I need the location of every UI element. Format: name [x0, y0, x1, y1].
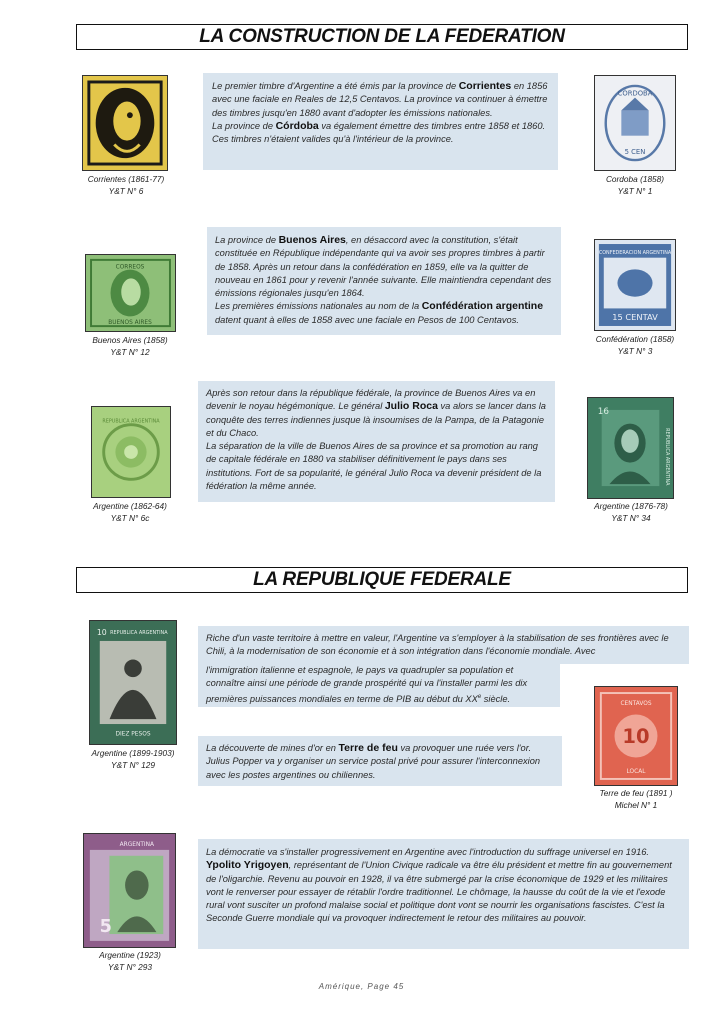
caption-confederation-ref: Y&T N° 3	[617, 346, 653, 356]
confederation-emblem-icon	[595, 240, 675, 330]
caption-argentine-1876-ref: Y&T N° 34	[611, 513, 651, 523]
terre-de-feu-emblem-icon	[595, 687, 677, 785]
t2-b: Buenos Aires	[278, 234, 346, 246]
caption-corrientes-ref: Y&T N° 6	[108, 186, 144, 196]
text-box-economy-bottom	[198, 664, 560, 707]
caption-argentine-1862-ref: Y&T N° 6c	[110, 513, 150, 523]
t3-a: Après son retour dans la république fédérale, la province de Buenos Aires va en devenir le noyau hégémonique. Le général	[206, 388, 536, 412]
text-box-yrigoyen	[198, 839, 689, 949]
stamp-cordoba	[594, 75, 676, 171]
caption-argentine-1876	[571, 500, 691, 524]
cordoba-label-bottom: 5 CEN	[624, 148, 646, 157]
t4-a: Riche d'un vaste territoire à mettre en valeur, l'Argentine va s'employer à la stabilisation de ses frontières avec le Chili, à la modernisation de son économie et à son intégration dans l'économie mondiale. Avec	[206, 633, 669, 657]
argentine-1923-label-top: ARGENTINA	[119, 841, 155, 848]
t2-f: datent quant à elles de 1858 avec une faciale en Pesos de 100 Centavos.	[215, 314, 519, 325]
buenos-aires-label-bottom: BUENOS AIRES	[108, 320, 152, 327]
stamp-confederation	[594, 239, 676, 331]
buenos-aires-portrait-icon	[86, 255, 175, 331]
stamp-argentine-1923	[83, 833, 176, 948]
stamp-terre-de-feu	[594, 686, 678, 786]
t3-c: va alors se lancer dans la conquête des terres indiennes jusque là insoumises de la Pampa, de la Patagonie et du Chaco.	[206, 401, 546, 438]
caption-buenos-aires	[70, 334, 190, 358]
t4-c: siècle.	[481, 693, 511, 704]
t4-sup: e	[477, 693, 482, 700]
stamp-buenos-aires	[85, 254, 176, 332]
cordoba-oval-icon	[595, 76, 675, 170]
caption-terre-de-feu	[574, 787, 698, 811]
caption-argentine-1923-ref: Y&T N° 293	[108, 962, 152, 972]
text-box-julio-roca	[198, 381, 555, 502]
terre-de-feu-label-top: CENTAVOS	[620, 700, 652, 707]
terre-de-feu-label-bottom: LOCAL	[626, 769, 646, 776]
t1-d: La province de	[212, 120, 276, 131]
caption-argentine-1862	[70, 500, 190, 524]
argentine-1923-portrait-icon	[84, 834, 175, 947]
caption-argentine-1899-ref: Y&T N° 129	[111, 760, 155, 770]
t1-c: en 1856 avec une faciale en Reales de 12,5 Centavos. La province va continuer à émettre des timbres jusqu'en 1880 avant d'adopter les émissions nationales.	[212, 81, 548, 118]
caption-buenos-aires-name: Buenos Aires (1858)	[92, 335, 168, 345]
t2-e: Confédération argentine	[421, 300, 544, 313]
stamp-argentine-1862	[91, 406, 171, 498]
argentine-1899-label-top: REPUBLICA ARGENTINA	[110, 630, 168, 637]
caption-cordoba	[575, 173, 695, 197]
t6-b: Ypolito Yrigoyen	[206, 859, 289, 872]
caption-argentine-1862-name: Argentine (1862-64)	[93, 501, 167, 511]
t3-d: La séparation de la ville de Buenos Aires de sa province et sa promotion au rang de capitale fédérale en 1880 va stabiliser définitivement le pays dans ses institutions. Fort de sa popularité, le général Julio Roca va devenir président de la fédération la même année.	[206, 441, 542, 492]
t2-a: La province de	[215, 235, 279, 245]
caption-terre-de-feu-name: Terre de feu (1891 )	[599, 788, 673, 798]
text-box-corrientes-cordoba	[203, 73, 558, 170]
t6-a: La démocratie va s'installer progressivement en Argentine avec l'introduction du suffrage universel en 1916.	[206, 847, 649, 857]
caption-argentine-1923	[70, 949, 190, 973]
t6-c: , représentant de l'Union Civique radicale va être élu président et mettre fin au gouvernement de l'oligarchie. Revenu au pouvoir en 1928, il va être submergé par la crise économique de 1929 et les militaires vont le renverser pour essayer de rétablir l'ordre traditionnel. Le chômage, la hausse du coût de la vie et l'exode rural vont susciter un profond malaise social et politique dont vont se nourrir les organisations fascistes. C'est la Seconde Guerre mondiale qui va provoquer indirectement le retour des militaires au pouvoir.	[206, 860, 672, 924]
section-title-republique: LA REPUBLIQUE FEDERALE	[76, 567, 688, 593]
argentine-1899-value: 10	[96, 628, 107, 638]
buenos-aires-label-top: CORREOS	[115, 264, 145, 271]
stamp-argentine-1899	[89, 620, 177, 745]
argentine-1862-label-top: REPUBLICA ARGENTINA	[102, 418, 160, 425]
t2-c: , en désaccord avec la constitution, s'était constituée en République indépendante qui va avoir ses propres timbres à partir de 1858. Après un retour dans la confédération en 1859, elle va la quitter de nouveau en 1861 pour y revenir l'année suivante. Elle maintiendra cependant des émissions régionales jusqu'en 1864.	[215, 235, 552, 299]
stamp-argentine-1876	[587, 397, 674, 499]
page-footer: Amérique, Page 45	[318, 982, 405, 991]
cordoba-label-top: CÓRDOBA	[617, 89, 653, 98]
caption-corrientes-name: Corrientes (1861-77)	[87, 174, 165, 184]
section-title-construction: LA CONSTRUCTION DE LA FEDERATION	[76, 24, 688, 50]
stamp-corrientes	[82, 75, 168, 171]
t1-a: Le premier timbre d'Argentine a été émis par la province de	[212, 81, 459, 91]
caption-argentine-1923-name: Argentine (1923)	[99, 950, 161, 960]
argentine-1862-seal-icon	[92, 407, 170, 497]
t2-d: Les premières émissions nationales au nom de la	[215, 301, 422, 312]
caption-cordoba-ref: Y&T N° 1	[617, 186, 653, 196]
text-box-buenos-aires	[207, 227, 561, 335]
t1-e: Córdoba	[275, 119, 319, 132]
text-box-terre-de-feu	[198, 736, 562, 786]
caption-confederation-name: Confédération (1858)	[595, 334, 675, 344]
caption-argentine-1899	[66, 747, 200, 771]
caption-corrientes	[66, 173, 186, 197]
confederation-label-bottom: 15 CENTAV	[612, 312, 658, 323]
t3-b: Julio Roca	[384, 400, 438, 413]
argentine-1876-label-side: REPUBLICA ARGENTINA	[664, 428, 671, 486]
t5-c: va provoquer une ruée vers l'or. Julius Popper va y organiser un service postal privé pour assurer l'interconnexion avec les postes argentines ou chiliennes.	[206, 743, 541, 780]
t1-b: Corrientes	[458, 80, 512, 92]
t5-b: Terre de feu	[338, 742, 398, 754]
t1-f: va également émettre des timbres entre 1858 et 1860. Ces timbres n'étaient valides qu'à l'intérieur de la province.	[212, 120, 546, 145]
argentine-1899-label-bottom: DIEZ PESOS	[115, 731, 151, 738]
confederation-label-top: CONFEDERACION ARGENTINA	[598, 249, 672, 256]
argentine-1876-value: 16	[597, 406, 609, 417]
caption-confederation	[575, 333, 695, 357]
argentine-1923-value: 5	[99, 917, 112, 938]
caption-buenos-aires-ref: Y&T N° 12	[110, 347, 150, 357]
corrientes-portrait-icon	[83, 76, 167, 170]
argentine-1899-allegory-icon	[90, 621, 176, 744]
caption-argentine-1899-name: Argentine (1899-1903)	[91, 748, 175, 758]
text-box-economy-top	[198, 626, 689, 664]
t5-a: La découverte de mines d'or en	[206, 743, 339, 753]
terre-de-feu-value: 10	[622, 724, 650, 748]
caption-cordoba-name: Cordoba (1858)	[605, 174, 665, 184]
caption-terre-de-feu-ref: Michel N° 1	[614, 800, 658, 810]
caption-argentine-1876-name: Argentine (1876-78)	[594, 501, 668, 511]
t4-b: l'immigration italienne et espagnole, le pays va quadrupler sa population et connaître ainsi une période de grande prospérité qui va l'installer parmi les dix premières puissances mondiales en terme de PIB au début du XX	[206, 665, 528, 704]
argentine-1876-portrait-icon	[588, 398, 673, 498]
